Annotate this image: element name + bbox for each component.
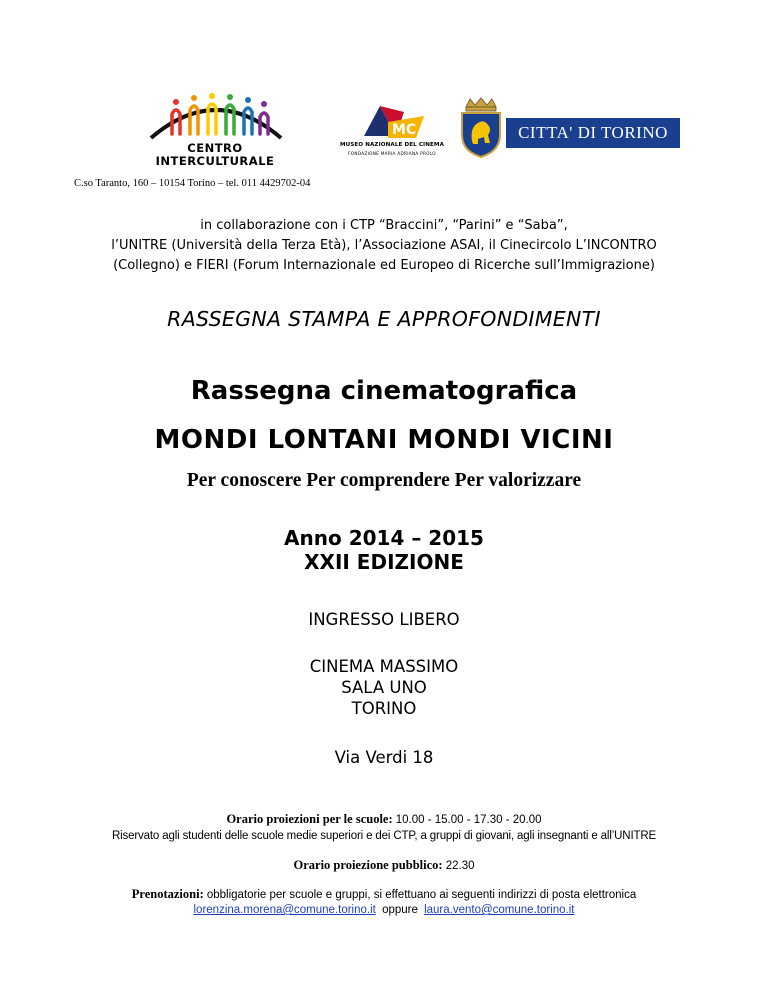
motto: Per conoscere Per comprendere Per valorizzare <box>186 470 582 491</box>
museo-cinema-mark-icon <box>358 102 428 142</box>
schools-schedule-label: Orario proiezioni per le scuole: <box>226 812 393 826</box>
street-address: Via Verdi 18 <box>334 748 434 767</box>
schools-schedule <box>0 812 768 827</box>
public-schedule-label: Orario proiezione pubblico: <box>293 858 443 872</box>
museo-logo-line2: FONDAZIONE MARIA ADRIANA PROLO <box>348 151 436 156</box>
booking-emails <box>0 904 768 916</box>
edition-block <box>0 526 768 574</box>
venue-room: SALA UNO <box>341 678 427 697</box>
email-link-2[interactable]: laura.vento@comune.torino.it <box>424 904 575 916</box>
centro-interculturale-logo <box>138 90 288 170</box>
booking-info <box>0 887 768 902</box>
collaboration-line-1: in collaborazione con i CTP “Braccini”, “Parini” e “Saba”, <box>200 218 568 233</box>
public-schedule <box>0 858 768 873</box>
email-link-1[interactable]: lorenzina.morena@comune.torino.it <box>193 904 376 916</box>
entry-label: INGRESSO LIBERO <box>308 610 460 629</box>
address-line: C.so Taranto, 160 – 10154 Torino – tel. 011 4429702-04 <box>74 178 311 189</box>
collaboration-line-3: (Collegno) e FIERI (Forum Internazionale ed Europeo di Ricerche sull’Immigrazione) <box>113 258 655 273</box>
torino-banner-text: CITTA' DI TORINO <box>506 118 680 148</box>
centro-logo-line1: CENTRO <box>187 141 243 155</box>
booking-label: Prenotazioni: <box>131 887 204 901</box>
schools-schedule-times: 10.00 - 15.00 - 17.30 - 20.00 <box>395 814 542 826</box>
edition-label: XXII EDIZIONE <box>304 550 464 574</box>
public-schedule-time: 22.30 <box>445 860 475 872</box>
venue-city: TORINO <box>351 699 417 718</box>
museo-mark-text: MC <box>392 122 417 138</box>
collaboration-line-2: l’UNITRE (Università della Terza Età), l’Associazione ASAI, il Cinecircolo L’INCONTRO <box>111 238 657 253</box>
museo-logo-line1: MUSEO NAZIONALE DEL CINEMA <box>339 142 445 148</box>
people-arch-icon <box>146 90 286 140</box>
section-label: RASSEGNA STAMPA E APPROFONDIMENTI <box>167 307 601 331</box>
citta-di-torino-logo <box>458 97 682 159</box>
venue-block <box>0 656 768 719</box>
collaboration-block <box>0 216 768 276</box>
booking-text: obbligatorie per scuole e gruppi, si effettuano ai seguenti indirizzi di posta elettronica <box>206 889 637 901</box>
museo-cinema-logo <box>330 102 460 162</box>
page-subtitle: MONDI LONTANI MONDI VICINI <box>154 425 614 455</box>
reserved-note: Riservato agli studenti delle scuole medie superiori e dei CTP, a gruppi di giovani, agli insegnanti e all’UNITRE <box>111 830 657 842</box>
centro-logo-line2: INTERCULTURALE <box>155 154 275 168</box>
venue-name: CINEMA MASSIMO <box>309 657 459 676</box>
email-separator: oppure <box>382 904 418 916</box>
page-title: Rassegna cinematografica <box>190 376 578 406</box>
year-label: Anno 2014 – 2015 <box>284 526 484 550</box>
torino-crest-icon <box>458 97 504 159</box>
